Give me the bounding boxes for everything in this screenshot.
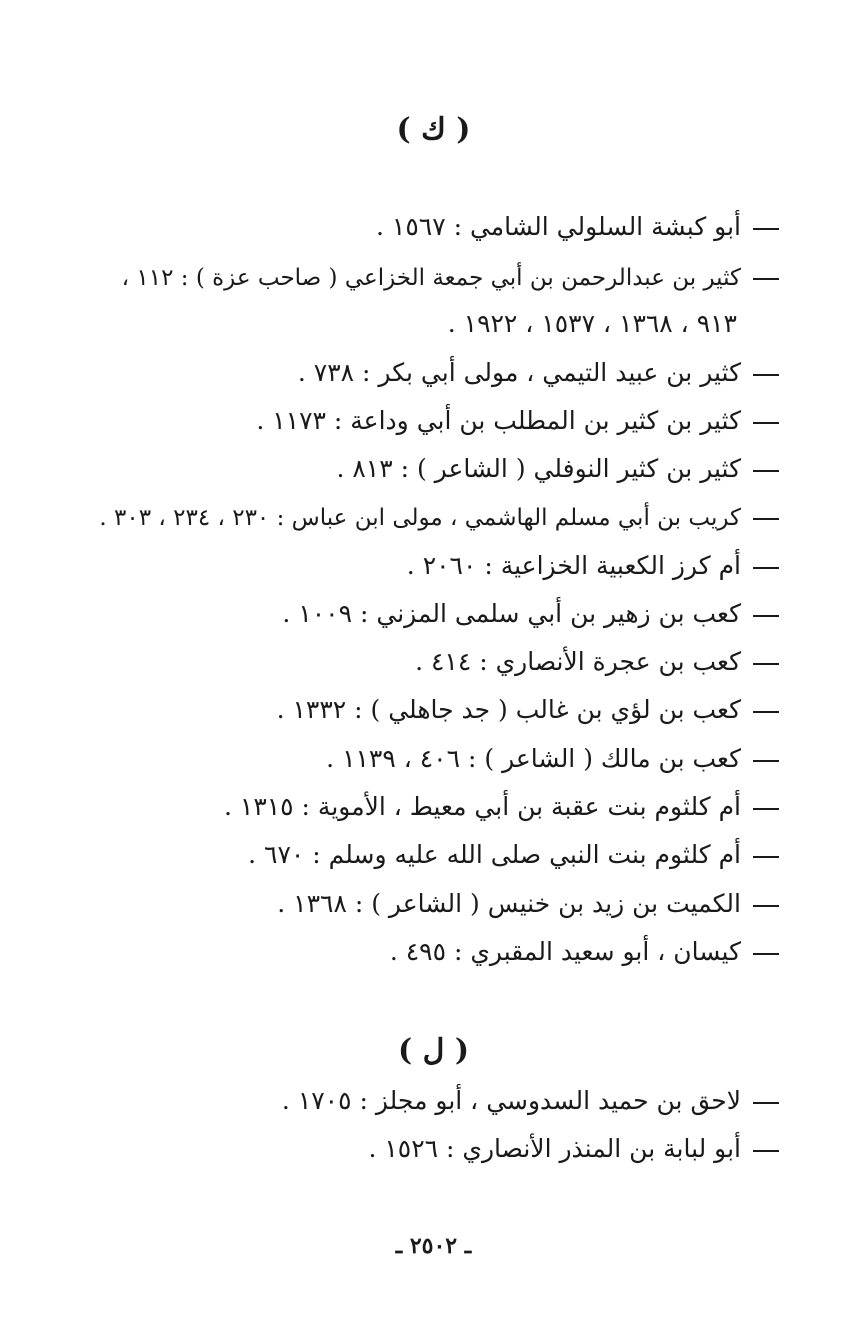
section-header-kaf: ( ك ) — [396, 112, 471, 147]
entry-text: كثير بن عبيد التيمي ، مولى أبي بكر : ٧٣٨ . — [297, 358, 741, 387]
index-entry — [277, 889, 779, 919]
entry-dash — [753, 663, 779, 665]
entry-text: كعب بن عجرة الأنصاري : ٤١٤ . — [415, 647, 741, 676]
index-entry — [277, 695, 779, 725]
index-entry — [368, 1134, 779, 1164]
index-entry — [298, 358, 779, 388]
entry-dash — [753, 228, 779, 230]
entry-dash — [753, 711, 779, 713]
entry-dash — [753, 1150, 779, 1152]
entry-dash — [753, 278, 779, 280]
entry-dash — [753, 953, 779, 955]
entry-text: أبو كبشة السلولي الشامي : ١٥٦٧ . — [376, 212, 741, 241]
entry-dash — [753, 1102, 779, 1104]
entry-text: أبو لبابة بن المنذر الأنصاري : ١٥٢٦ . — [368, 1134, 741, 1163]
index-entry — [99, 502, 779, 533]
index-entry — [224, 792, 779, 822]
entry-text: كعب بن لؤي بن غالب ( جد جاهلي ) : ١٣٣٢ . — [276, 695, 741, 724]
index-entry — [256, 406, 779, 436]
index-entry — [122, 262, 779, 293]
entry-text: الكميت بن زيد بن خنيس ( الشاعر ) : ١٣٦٨ . — [277, 889, 741, 918]
entry-text: كيسان ، أبو سعيد المقبري : ٤٩٥ . — [389, 937, 741, 966]
entry-dash — [753, 518, 779, 520]
entry-text: كعب بن زهير بن أبي سلمى المزني : ١٠٠٩ . — [282, 599, 741, 628]
index-entry — [376, 212, 779, 242]
entry-text: كثير بن كثير بن المطلب بن أبي وداعة : ١١٧٣ . — [256, 406, 741, 435]
entry-dash — [753, 422, 779, 424]
entry-dash — [753, 567, 779, 569]
entry-text: كثير بن عبدالرحمن بن أبي جمعة الخزاعي ( صاحب عزة ) : ١١٢ ، — [121, 265, 741, 291]
entry-dash — [753, 374, 779, 376]
entry-text: أم كرز الكعبية الخزاعية : ٢٠٦٠ . — [406, 551, 741, 580]
index-entry — [415, 647, 779, 677]
entry-dash — [753, 615, 779, 617]
page-number: ـ ٢٥٠٢ ـ — [395, 1233, 472, 1259]
entry-text: أم كلثوم بنت النبي صلى الله عليه وسلم : ٦٧٠ . — [248, 840, 741, 869]
entry-dash — [753, 808, 779, 810]
entry-dash — [753, 856, 779, 858]
index-entry — [282, 1086, 779, 1116]
index-entry — [282, 599, 779, 629]
entry-dash — [753, 760, 779, 762]
entry-text: كثير بن كثير النوفلي ( الشاعر ) : ٨١٣ . — [336, 454, 741, 483]
entry-continuation: ٩١٣ ، ١٣٦٨ ، ١٥٣٧ ، ١٩٢٢ . — [447, 309, 737, 338]
entry-text: كريب بن أبي مسلم الهاشمي ، مولى ابن عباس : ٢٣٠ ، ٢٣٤ ، ٣٠٣ . — [99, 505, 741, 531]
index-entry — [407, 551, 779, 581]
entry-text: أم كلثوم بنت عقبة بن أبي معيط ، الأموية : ١٣١٥ . — [223, 792, 741, 821]
index-entry — [390, 937, 779, 967]
entry-text: كعب بن مالك ( الشاعر ) : ٤٠٦ ، ١١٣٩ . — [326, 744, 741, 773]
entry-dash — [753, 470, 779, 472]
index-entry — [336, 454, 779, 484]
index-entry — [248, 840, 779, 870]
entry-text: لاحق بن حميد السدوسي ، أبو مجلز : ١٧٠٥ . — [281, 1086, 741, 1115]
entry-dash — [753, 905, 779, 907]
section-header-lam: ( ل ) — [397, 1033, 470, 1068]
index-entry — [326, 744, 779, 774]
